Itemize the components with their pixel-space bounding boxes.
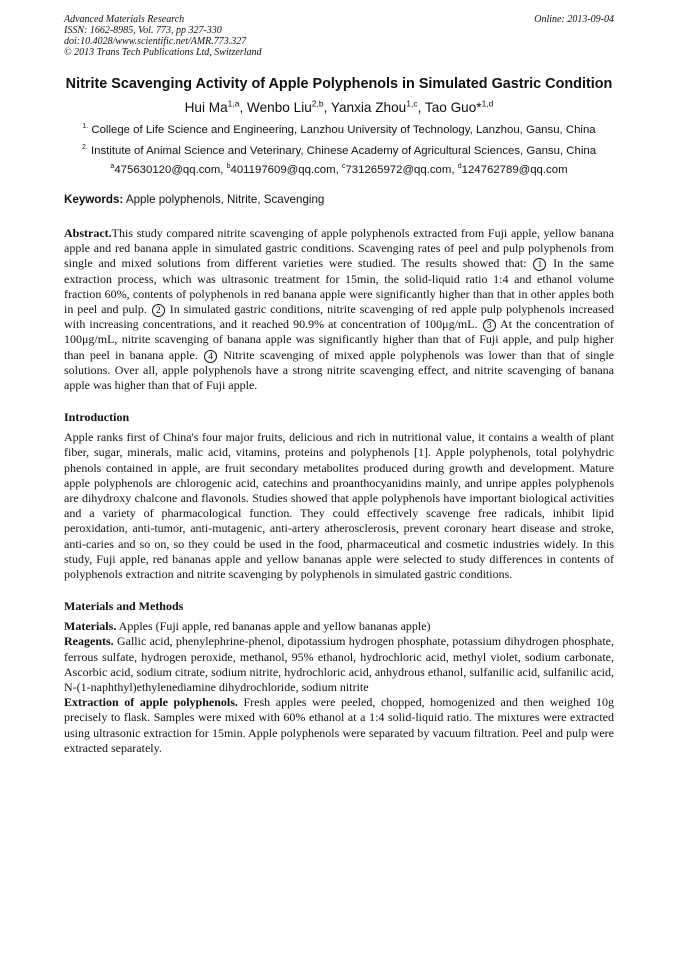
affiliation-mark: 2.: [81, 144, 88, 152]
email-address[interactable]: 401197609@qq.com: [230, 164, 336, 176]
author-list: Hui Ma$^{1,a}$, Wenbo Liu$^{2,b}$, Yanxia Zhou$^{1,c}$, Tao Guo*$^{1,d}$: [184, 98, 494, 115]
keywords-text: Apple polyphenols, Nitrite, Scavenging: [123, 193, 325, 206]
abstract: [64, 226, 614, 393]
email-list: $^a$475630120@qq.com, $^b$401197609@qq.com, $^c$731265972@qq.com, $^d$124762789@qq.com: [110, 163, 568, 176]
introduction-heading: Introduction: [64, 410, 130, 425]
circled-number: 4: [204, 350, 217, 363]
author-name: Hui Ma: [184, 100, 228, 115]
abstract-text: Nitrite scavenging of mixed apple polyphenols was lower than that of single solutions. Over all, apple polyphenols have a strong nitrite scavenging effect, and nitrite scavenging of banana apple was higher than that of Fuji apple.: [64, 347, 614, 393]
copyright-line: © 2013 Trans Tech Publications Ltd, Switzerland: [64, 47, 262, 58]
extraction-paragraph: [64, 695, 614, 756]
author-affil-mark: 1,a: [227, 98, 240, 109]
affiliation-1: [64, 123, 614, 138]
introduction-paragraph: Apple ranks first of China's four major fruits, delicious and rich in nutritional value, it contains a wealth of plant fiber, sugar, minerals, malic acid, vitamins, proteins and polyphenols [1]. Apple polyphenols, total polyhydric phenols contained in apple, are fruit secondary metabolites produced during growth and development. Mature apple polyphenols are chlorogenic acid, catechins and proanthocyanidins mainly, and unripe apples polyphenols are dihydroxy chalcone and flavonols. Studies showed that apple polyphenols have important biological activities and a variety of pharmacological function. They could effectively scavenge free radicals, inhibit lipid peroxidation, anti-tumor, anti-mutagenic, anti-artery atherosclerosis, prevent coronary heart disease and stroke, anti-caries and so on, so they could be used in the food, pharmaceutical and cosmetic industries widely. In this study, Fuji apple, red bananas apple and yellow bananas apple were selected to study differences in contents of polyphenols extraction and nitrite scavenging by polyphenols in simulated gastric conditions.: [64, 430, 614, 582]
journal-info: [64, 14, 262, 58]
email-address[interactable]: 731265972@qq.com: [345, 164, 452, 176]
keywords: [64, 192, 614, 207]
reagents-label: Reagents.: [64, 634, 114, 649]
affiliation-2: [64, 144, 614, 159]
abstract-label: Abstract.: [64, 226, 112, 240]
affiliation-text: Institute of Animal Science and Veterinary, Chinese Academy of Agricultural Sciences, Gansu, China: [90, 145, 597, 157]
author-affil-mark: 1,c: [406, 98, 418, 109]
journal-name: Advanced Materials Research: [64, 14, 185, 25]
abstract-text: This study compared nitrite scavenging of apple polyphenols extracted from Fuji apple, yellow banana apple and red banana apple in simulated gastric conditions. Scavenging rates of peel and pulp polyphenols from single and mixed solutions from different varieties were studied. The results showed that:: [64, 226, 614, 271]
affiliation-text: College of Life Science and Engineering, Lanzhou University of Technology, Lanzhou, Gansu, China: [91, 124, 596, 136]
email-mark: b: [226, 163, 231, 171]
abstract-text: In simulated gastric conditions, nitrite scavenging of red apple pulp polyphenols increased with increasing concentrations, and it reached 90.9% at concentration of 100μg/mL.: [64, 302, 614, 332]
abstract-text: In the same extraction process, which was ultrasonic treatment for 15min, the solid-liquid ratio 1:4 and ethanol volume fraction 60%, contents of polyphenols in red banana apple were significantly higher than that in other apples both in peel and pulp.: [64, 256, 614, 317]
abstract-text: At the concentration of 100μg/mL, nitrite scavenging of banana apple was significantly higher than that of Fuji apple, and pulp higher than peel in banana apple.: [64, 317, 614, 362]
email-mark: d: [457, 163, 462, 171]
paper-title: Nitrite Scavenging Activity of Apple Polyphenols in Simulated Gastric Condition: [65, 76, 613, 92]
author-name: Wenbo Liu: [247, 100, 312, 115]
email-address[interactable]: 124762789@qq.com: [461, 164, 568, 176]
materials-label: Materials.: [64, 619, 117, 634]
affiliation-mark: 1.: [82, 123, 89, 131]
extraction-text: Fresh apples were peeled, chopped, homogenized and then weighed 10g precisely to flask. Samples were mixed with 60% ethanol at a 1:4 solid-liquid ratio. The mixtures were extracted using ultrasonic extraction for 15min. Apple polyphenols were separated by vacuum filtration. Peel and pulp were extracted separately.: [64, 695, 614, 755]
methods-heading: Materials and Methods: [64, 599, 184, 614]
doi-line: doi:10.4028/www.scientific.net/AMR.773.327: [64, 36, 247, 47]
extraction-label: Extraction of apple polyphenols.: [64, 695, 238, 710]
circled-number: 1: [533, 258, 546, 271]
materials-text: Apples (Fuji apple, red bananas apple and yellow bananas apple): [116, 619, 431, 634]
paper-page: [64, 14, 614, 756]
reagents-paragraph: [64, 634, 614, 695]
materials-paragraph: [64, 619, 614, 634]
email-mark: c: [341, 163, 346, 171]
running-header: [64, 14, 614, 58]
author-affil-mark: 1,d: [481, 98, 494, 109]
author-affil-mark: 2,b: [311, 98, 324, 109]
author-name: Yanxia Zhou: [330, 100, 407, 115]
issn-line: ISSN: 1662-8985, Vol. 773, pp 327-330: [64, 25, 222, 36]
email-mark: a: [110, 163, 115, 171]
reagents-text: Gallic acid, phenylephrine-phenol, dipotassium hydrogen phosphate, potassium dihydrogen phosphate, ferrous sulfate, hydrogen peroxide, methanol, 95% ethanol, hydrochloric acid, methyl violet, sodium carbonate, Ascorbic acid, sodium citrate, sodium nitrite, hydrochloric acid, anhydrous ethanol, sulfanilic acid, sulfanilic acid, N-(1-naphthyl)ethylenediamine dihydrochloride, sodium nitrite: [64, 634, 614, 695]
keywords-label: Keywords:: [64, 193, 124, 206]
author-name: Tao Guo*: [424, 100, 482, 115]
circled-number: 3: [483, 319, 496, 332]
email-address[interactable]: 475630120@qq.com: [114, 164, 221, 176]
online-date: Online: 2013-09-04: [534, 14, 614, 25]
circled-number: 2: [152, 304, 165, 317]
